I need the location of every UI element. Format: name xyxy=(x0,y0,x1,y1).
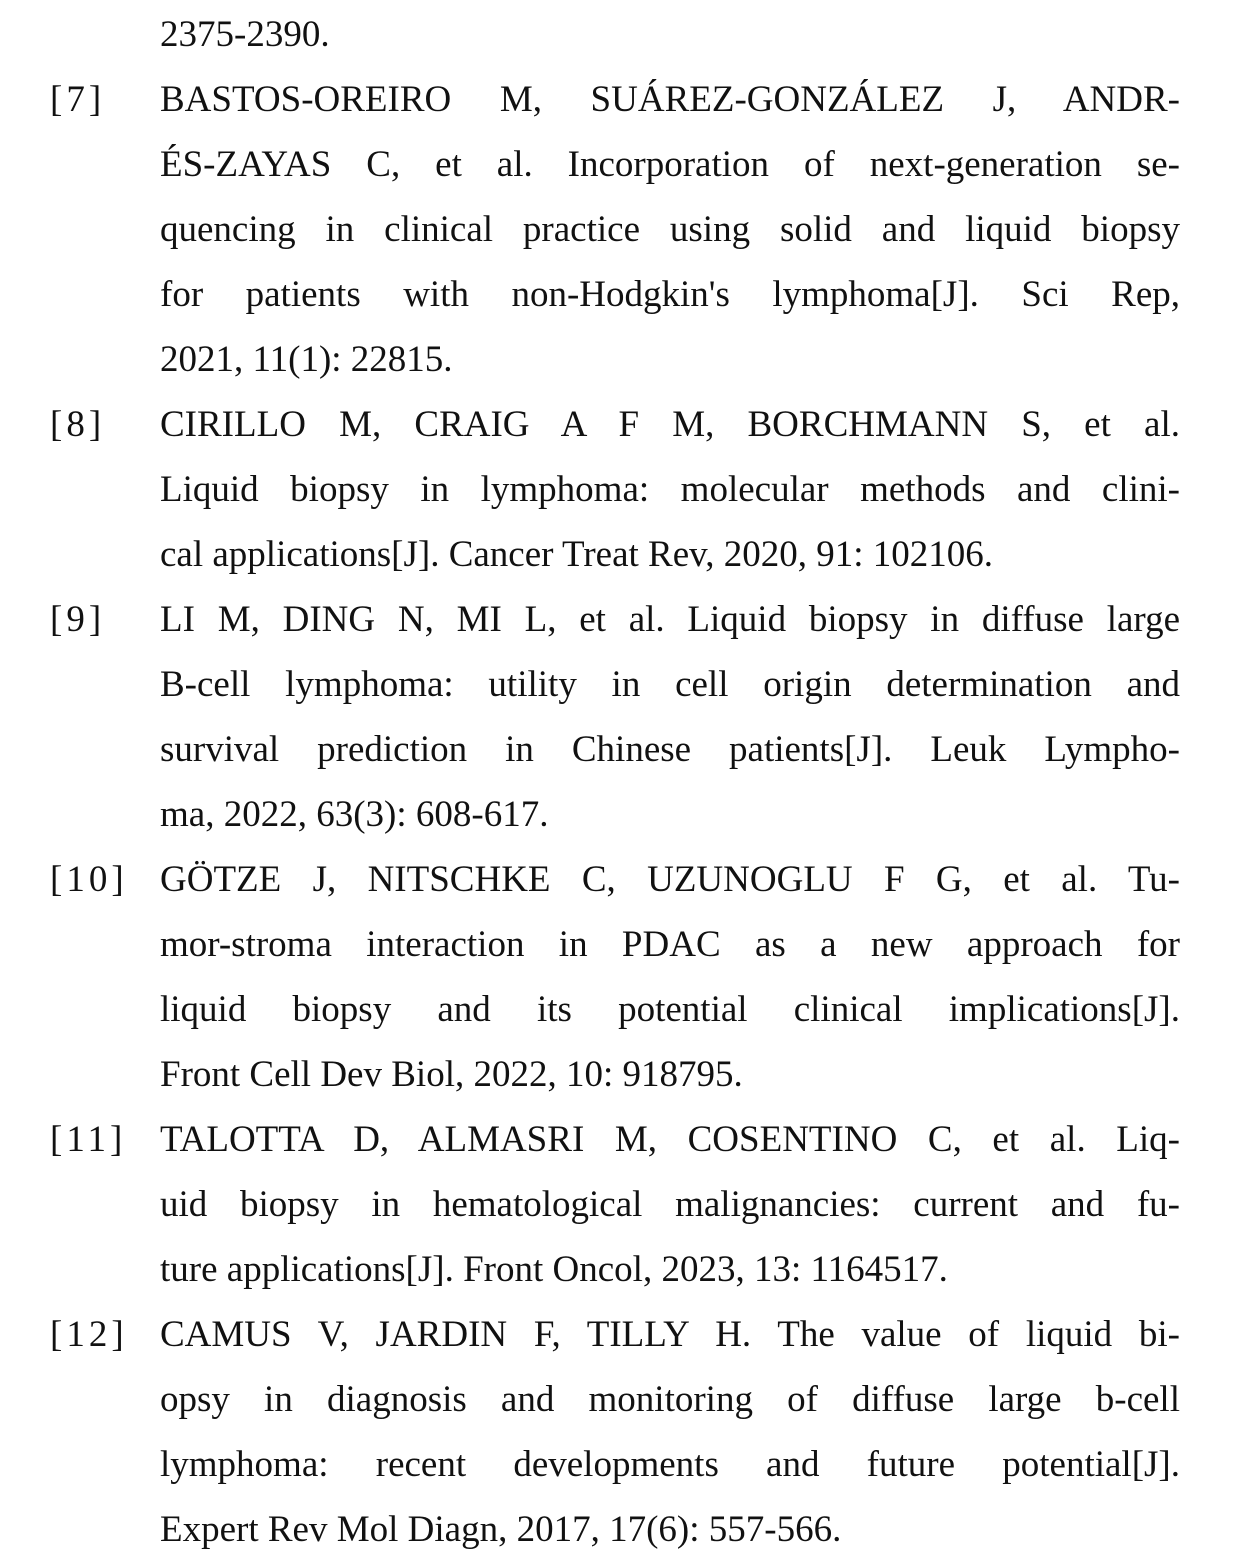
reference-body xyxy=(160,847,1180,1107)
reference-number: [10] xyxy=(50,859,128,900)
reference-item xyxy=(50,392,1246,587)
reference-line: LI M, DING N, MI L, et al. Liquid biopsy in diffuse large xyxy=(160,599,1180,640)
reference-line: 2021, 11(1): 22815. xyxy=(160,339,453,380)
reference-line: CIRILLO M, CRAIG A F M, BORCHMANN S, et al. xyxy=(160,404,1180,445)
reference-number: [8] xyxy=(50,404,106,445)
reference-item xyxy=(50,67,1246,392)
reference-item xyxy=(50,1107,1246,1302)
reference-line: cal applications[J]. Cancer Treat Rev, 2020, 91: 102106. xyxy=(160,534,994,575)
reference-body xyxy=(160,1107,1180,1302)
reference-line: liquid biopsy and its potential clinical implications[J]. xyxy=(160,989,1180,1030)
reference-line: ÉS-ZAYAS C, et al. Incorporation of next-generation se- xyxy=(160,144,1180,185)
reference-number: [11] xyxy=(50,1119,127,1160)
reference-line: for patients with non-Hodgkin's lymphoma[J]. Sci Rep, xyxy=(160,274,1180,315)
reference-line: opsy in diagnosis and monitoring of diffuse large b-cell xyxy=(160,1379,1180,1420)
reference-item xyxy=(50,847,1246,1107)
reference-line: TALOTTA D, ALMASRI M, COSENTINO C, et al. Liq- xyxy=(160,1119,1180,1160)
reference-line: quencing in clinical practice using solid and liquid biopsy xyxy=(160,209,1180,250)
reference-body xyxy=(160,392,1180,587)
reference-number: [12] xyxy=(50,1314,128,1355)
reference-number: [7] xyxy=(50,79,106,120)
reference-item xyxy=(50,2,1246,67)
reference-line: survival prediction in Chinese patients[J]. Leuk Lympho- xyxy=(160,729,1180,770)
reference-body xyxy=(160,2,1180,67)
reference-number: [9] xyxy=(50,599,106,640)
reference-body xyxy=(160,587,1180,847)
reference-line: uid biopsy in hematological malignancies: current and fu- xyxy=(160,1184,1180,1225)
reference-line: CAMUS V, JARDIN F, TILLY H. The value of liquid bi- xyxy=(160,1314,1180,1355)
reference-line: GÖTZE J, NITSCHKE C, UZUNOGLU F G, et al. Tu- xyxy=(160,859,1180,900)
reference-line: lymphoma: recent developments and future potential[J]. xyxy=(160,1444,1180,1485)
reference-line: 2375-2390. xyxy=(160,14,330,55)
reference-line: Front Cell Dev Biol, 2022, 10: 918795. xyxy=(160,1054,743,1095)
reference-item xyxy=(50,1302,1246,1562)
reference-line: B-cell lymphoma: utility in cell origin determination and xyxy=(160,664,1180,705)
reference-line: ture applications[J]. Front Oncol, 2023, 13: 1164517. xyxy=(160,1249,948,1290)
reference-line: BASTOS-OREIRO M, SUÁREZ-GONZÁLEZ J, ANDR- xyxy=(160,79,1180,120)
reference-body xyxy=(160,1302,1180,1562)
reference-line: Expert Rev Mol Diagn, 2017, 17(6): 557-566. xyxy=(160,1509,842,1550)
reference-line: Liquid biopsy in lymphoma: molecular methods and clini- xyxy=(160,469,1180,510)
reference-line: ma, 2022, 63(3): 608-617. xyxy=(160,794,549,835)
reference-item xyxy=(50,587,1246,847)
reference-line: mor-stroma interaction in PDAC as a new approach for xyxy=(160,924,1180,965)
reference-body xyxy=(160,67,1180,392)
